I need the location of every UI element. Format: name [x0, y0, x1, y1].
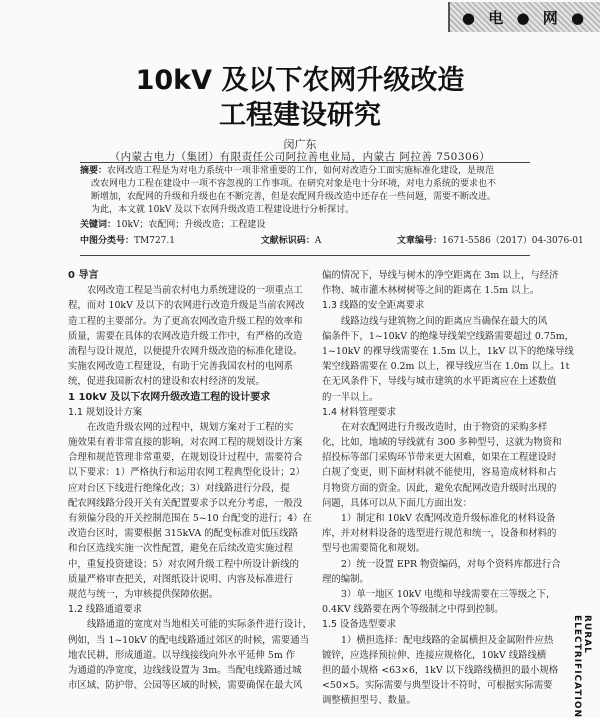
text-line: 在对农配网进行升级改造时，由于物资的采购多样 [341, 421, 548, 433]
text-line: 中，重复投资建设；5）对农网升级工程中所设计新线的 [68, 558, 299, 570]
text-line: 理的编制。 [322, 573, 369, 585]
text-line: 的一半以上。 [322, 391, 379, 403]
article-label: 文章编号： [397, 236, 443, 246]
text-line: 线路边线与建筑物之间的距离应当确保在最大的风 [341, 315, 548, 327]
text-line: 施效果有着非常直接的影响，对农网工程的规划设计方案 [68, 437, 303, 449]
text-line: 偏条件下，1~10kV 的绝缘导线架空线路需要超过 0.75m， [322, 330, 575, 342]
text-line: 镀锌，应选择预拉伸、连接应规格化，10kV 线路线横 [322, 649, 547, 661]
text-line: 1~10kV 的裸导线需要在 1.5m 以上，1kV 以下的绝缘导线 [322, 345, 574, 357]
section-tag: ● 电 ● 网 ● [461, 8, 589, 27]
text-line: 农网改造工程是当前农村电力系统建设的一项重点工 [87, 285, 303, 297]
text-line: 化，比如，地域的导线就有 300 多种型号，这就为物资和 [322, 437, 562, 449]
abstract-box [80, 162, 584, 256]
affiliation: （内蒙古电力（集团）有限责任公司阿拉善电业局，内蒙古 阿拉善 750306） [109, 151, 491, 163]
abstract-line: 改农网电力工程在建设中一项不容忽视的工作事项。在研究对象是电十分环境，对电力系统的要求也不 [91, 179, 497, 189]
text-line: 1）制定和 10kV 农配网改造升级标准化的材料设备 [341, 513, 556, 524]
text-line: 实施农网改造工程建设，有助于完善我国农村的电网系 [68, 361, 294, 373]
text-line: 型号也需要简化和规划。 [322, 543, 426, 555]
text-line: 作物、城市灌木林树树等之间的距离在 1.5m 以上。 [322, 285, 540, 297]
journal-side-strip: RURAL ELECTRIFICATION [572, 615, 592, 718]
text-line: 和台区选线实施一次性配置，避免在后续改造实施过程 [68, 543, 294, 555]
clc-label: 中图分类号： [80, 236, 135, 246]
section-heading: 1.4 材料管理要求 [322, 406, 397, 418]
author: 闵广东 [283, 138, 317, 151]
text-line: 招投标等部门采购环节带来更大困难，如果在工程建设时 [322, 452, 557, 464]
text-line: 为通道的净宽度，边线线设置为 3m。当配电线路通过城 [68, 664, 302, 676]
text-line: 在无风条件下，导线与城市建筑的水平距离应在上述数值 [322, 376, 557, 388]
section-heading: 1 10kV 及以下农网升级改造工程的设计要求 [68, 391, 271, 403]
text-line: 以下要求：1）严格执行和运用农网工程典型化设计；2） [68, 467, 305, 479]
text-line: <50×5。实际需要与典型设计不符时，可根据实际需要 [322, 680, 553, 692]
text-line: 地农民耕，形成通道。以导线接线向外水平延伸 5m 作 [68, 649, 296, 661]
text-line: 配农网线路分段开关有关配置要求予以充分考虑，一般没 [68, 497, 303, 509]
keywords: 10kV；农配网；升级改造；工程建设 [116, 220, 266, 230]
right-column [322, 268, 575, 708]
text-line: 偏的情况下，导线与树木的净空距离在 3m 以上，与经济 [322, 270, 559, 281]
left-column [68, 268, 313, 693]
abstract-line: 断增加，农配网的升级和升级也在不断完善，但是农配网升级改造中还存在一些问题，需要不断改进。 [91, 192, 497, 202]
text-line: 规范与统一，为审核提供保障依据。 [68, 588, 219, 600]
text-line: 库，并对材料设备的选型进行规范和统一，设备和材料的 [322, 528, 557, 540]
text-line: 月物资方面的资金。因此，避免农配网改造升级时出现的 [322, 482, 557, 494]
text-line: 线路通道的宽度对当地相关可能的实际条件进行设计， [87, 619, 313, 631]
title-line-2: 工程建设研究 [219, 100, 381, 131]
text-line: 质量，需要在具体的农网改造升级工作中，有严格的改造 [68, 330, 303, 342]
abstract-line [80, 165, 530, 178]
section-heading: 1.1 规划设计方案 [68, 406, 143, 418]
text-line: 应对台区下线进行绝缘化改；3）对线路进行分段，提 [68, 482, 290, 494]
abstract-text: 农网改造工程是为对电力系统中一项非常重要的工作，如何对改造分工面实施标准化建设，是规范 [107, 166, 495, 176]
doccode-label: 文献标识码： [260, 236, 315, 246]
keywords-line [80, 219, 530, 232]
section-heading: 1.5 设备选型要求 [322, 619, 397, 631]
abstract-line: 为此，本文就 10kV 及以下农网升级改造工程建设进行分析探讨。 [91, 205, 355, 215]
section-heading: 1.3 线路的安全距离要求 [322, 300, 425, 312]
text-line: 问题，具体可以从下面几方面出发： [322, 497, 473, 509]
text-line: 统，促进我国新农村的建设和农村经济的发展。 [68, 376, 265, 388]
article-value: 1671-5586（2017）04-3076-01 [442, 236, 584, 246]
classification-line [80, 235, 584, 248]
text-line: 合理和规范管理非常重要，在规划设计过程中，需要符合 [68, 452, 303, 464]
text-line: 2）统一设置 EPR 物资编码，对每个资料库都进行合 [341, 558, 561, 570]
text-line: 0.4KV 线路要在两个等级制之中得到控制。 [322, 604, 504, 616]
text-line: 例如，当 1~10kV 的配电线路通过郊区的时候，需要通当 [68, 634, 310, 646]
text-line: 质量严格审查把关，对图纸设计说明、内容及标准进行 [68, 573, 294, 585]
abstract-label: 摘要： [80, 166, 108, 176]
text-line: 担的最小规格 <63×6，1kV 以下线路线横担的最小规格 [322, 664, 559, 676]
text-line: 造工程的主要部分。为了更高农网改造升级工程的效率和 [68, 315, 303, 327]
text-line: 调整横担型号、数量。 [322, 695, 416, 707]
text-line: 流程与设计规范，以便提升农网升级改造的标准化建设。 [68, 345, 303, 357]
text-line: 市区域、防护带、公园等区域的时候，需要确保在最大风 [68, 680, 303, 692]
text-line: 架空线路需要在 0.2m 以上，裸导线应当在 1.0m 以上。1t [322, 361, 570, 373]
section-heading: 1.2 线路通道要求 [68, 604, 143, 616]
text-line: 在改造升级农网的过程中，规划方案对于工程的实 [87, 421, 294, 433]
text-line: 白规了变更，则下面材料就不能使用，容易造成材料和占 [322, 467, 557, 479]
text-line: 改造台区时，需要根据 315kVA 的配变标准对低压线路 [68, 528, 298, 540]
doccode-value: A [314, 236, 322, 246]
section-badge [448, 2, 600, 32]
title-line-1: 10kV 及以下农网升级改造 [135, 65, 465, 96]
clc-value: TM727.1 [134, 236, 175, 246]
text-line: 1）横担选择：配电线路的金属横担及金属附件应热 [341, 634, 554, 646]
text-line: 3）单一地区 10kV 电缆和导线需要在三等级之下， [341, 588, 556, 600]
text-line: 程，而对 10kV 及以下的农网进行改造升级是当前农网改 [68, 300, 305, 312]
text-line: 有须偏分段的开关控制范围在 5~10 台配变的进行；4）在 [68, 513, 312, 524]
section-heading: 0 导言 [68, 270, 99, 281]
keywords-label: 关键词： [80, 220, 117, 230]
